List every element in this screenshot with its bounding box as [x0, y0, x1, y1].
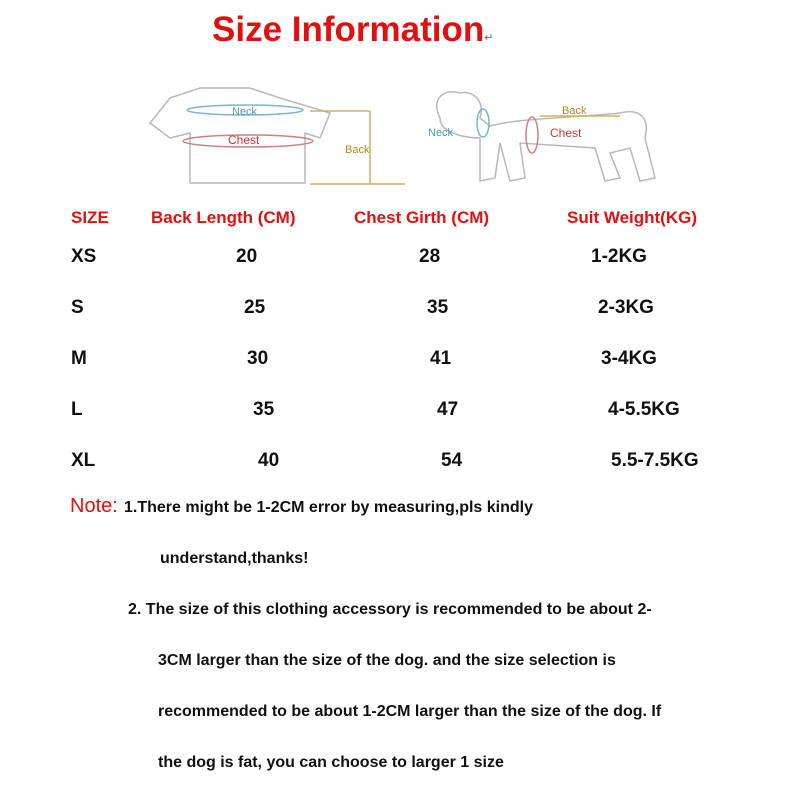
- note-line-1: 1.There might be 1-2CM error by measuring,pls kindly: [124, 499, 533, 516]
- paragraph-mark-icon: ↵: [484, 32, 494, 44]
- row-xl-weight: 5.5-7.5KG: [611, 450, 699, 471]
- row-xs-weight: 1-2KG: [591, 246, 647, 267]
- dog-neck-label: Neck: [428, 127, 454, 139]
- shirt-illustration: [150, 88, 405, 184]
- row-s-back: 25: [244, 297, 266, 318]
- row-l-back: 35: [253, 399, 275, 420]
- row-m-size: M: [71, 348, 87, 369]
- note-line-3: 2. The size of this clothing accessory is recommended to be about 2-: [128, 601, 652, 618]
- header-chest-girth: Chest Girth (CM): [354, 208, 490, 227]
- row-m-chest: 41: [430, 348, 452, 369]
- size-diagram: [140, 78, 680, 198]
- row-m-back: 30: [247, 348, 269, 369]
- row-l-size: L: [71, 399, 83, 420]
- row-xs-chest: 28: [419, 246, 441, 267]
- header-back-length: Back Length (CM): [151, 208, 296, 227]
- dog-illustration: [437, 92, 655, 181]
- shirt-chest-label: Chest: [228, 133, 260, 147]
- note-label: Note:: [70, 495, 118, 517]
- dog-back-label: Back: [562, 105, 587, 117]
- note-line-4: 3CM larger than the size of the dog. and the size selection is: [158, 652, 616, 669]
- row-s-size: S: [71, 297, 84, 318]
- row-xs-back: 20: [236, 246, 258, 267]
- header-suit-weight: Suit Weight(KG): [567, 208, 697, 227]
- note-line-2: understand,thanks!: [160, 550, 309, 567]
- row-s-weight: 2-3KG: [598, 297, 654, 318]
- note-line-5: recommended to be about 1-2CM larger than the size of the dog. If: [158, 703, 662, 720]
- row-l-chest: 47: [437, 399, 459, 420]
- shirt-neck-label: Neck: [232, 106, 258, 118]
- shirt-back-label: Back: [345, 144, 370, 156]
- page-title: Size Information↵: [212, 10, 494, 49]
- row-xl-size: XL: [71, 450, 96, 471]
- note-line-6: the dog is fat, you can choose to larger 1 size: [158, 754, 504, 771]
- row-xl-chest: 54: [441, 450, 463, 471]
- header-size: SIZE: [71, 208, 109, 227]
- dog-chest-label: Chest: [550, 126, 582, 140]
- row-xs-size: XS: [71, 246, 97, 267]
- row-m-weight: 3-4KG: [601, 348, 657, 369]
- row-l-weight: 4-5.5KG: [608, 399, 680, 420]
- row-xl-back: 40: [258, 450, 280, 471]
- row-s-chest: 35: [427, 297, 449, 318]
